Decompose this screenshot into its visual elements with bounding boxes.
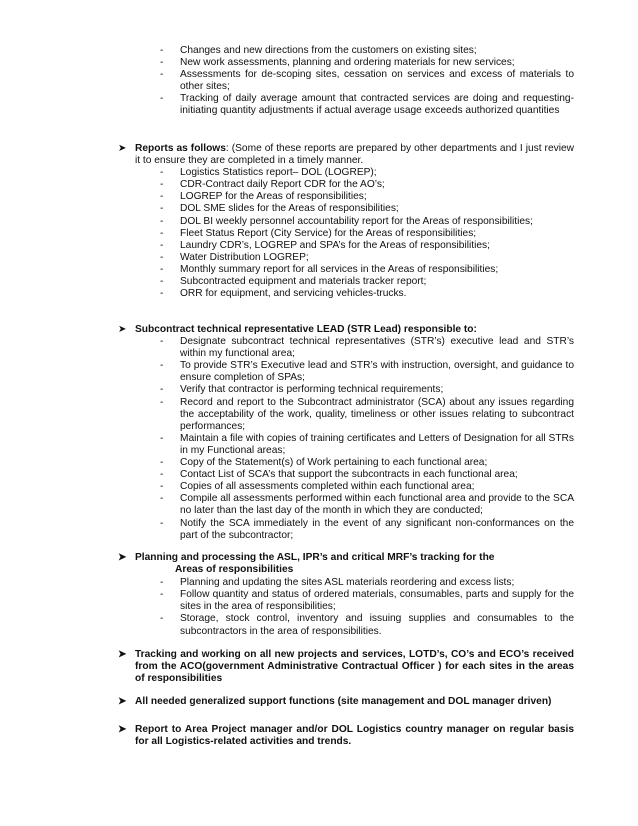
list-item: - Record and report to the Subcontract administrator (SCA) about any issues regarding the acceptability of the work, quality, timeliness or other issues relating to subcontract performances; <box>118 397 574 433</box>
list-item: - Notify the SCA immediately in the event of any significant non-conformances on the part of the subcontractor; <box>118 518 574 542</box>
planning-title-line2: Areas of responsibilities <box>175 564 294 576</box>
arrow-bullet-icon: ➤ <box>118 724 127 735</box>
planning-heading <box>118 552 574 576</box>
report-area-title: Report to Area Project manager and/or DOL Logistics country manager on regular basis for all Logistics-related activities and trends. <box>135 724 574 748</box>
list-item: - Water Distribution LOGREP; <box>118 252 574 264</box>
list-item: - CDR-Contract daily Report CDR for the AO’s; <box>118 179 574 191</box>
reports-title: Reports as follows <box>135 143 226 154</box>
list-item: - Assessments for de-scoping sites, cessation on services and excess of materials to other sites; <box>118 69 574 93</box>
planning-list <box>118 577 574 637</box>
list-item: - Changes and new directions from the customers on existing sites; <box>118 45 574 57</box>
list-item: - LOGREP for the Areas of responsibilities; <box>118 191 574 203</box>
list-item: - Follow quantity and status of ordered materials, consumables, parts and supply for the sites in the area of responsibilities; <box>118 589 574 613</box>
report-area-heading <box>118 724 574 748</box>
planning-section <box>118 552 574 638</box>
reports-section <box>118 143 574 300</box>
list-item: - Storage, stock control, inventory and issuing supplies and consumables to the subcontractors in the area of responsibilities. <box>118 613 574 637</box>
planning-title-line1: Planning and processing the ASL, IPR’s and critical MRF’s tracking for the <box>135 552 495 563</box>
list-item: - Laundry CDR’s, LOGREP and SPA’s for the Areas of responsibilities; <box>118 240 574 252</box>
list-item: - Copies of all assessments completed within each functional area; <box>118 481 574 493</box>
arrow-bullet-icon: ➤ <box>118 324 127 335</box>
list-item: - To provide STR’s Executive lead and STR’s with instruction, oversight, and guidance to ensure completion of SPAs; <box>118 360 574 384</box>
str-list <box>118 336 574 542</box>
tracking-heading <box>118 649 574 685</box>
tracking-section <box>118 649 574 685</box>
list-item: - DOL BI weekly personnel accountability report for the Areas of responsibilities; <box>118 216 574 228</box>
list-item: - Subcontracted equipment and materials tracker report; <box>118 276 574 288</box>
list-item: - ORR for equipment, and servicing vehicles-trucks. <box>118 288 574 300</box>
arrow-bullet-icon: ➤ <box>118 143 127 154</box>
list-item: - Logistics Statistics report– DOL (LOGREP); <box>118 167 574 179</box>
arrow-bullet-icon: ➤ <box>118 696 127 707</box>
continuation-list <box>118 45 574 118</box>
list-item: - New work assessments, planning and ordering materials for new services; <box>118 57 574 69</box>
list-item: - Copy of the Statement(s) of Work pertaining to each functional area; <box>118 457 574 469</box>
support-heading <box>118 696 574 708</box>
list-item: - Planning and updating the sites ASL materials reordering and excess lists; <box>118 577 574 589</box>
list-item: - Maintain a file with copies of training certificates and Letters of Designation for all STRs in my Functional areas; <box>118 433 574 457</box>
list-item: - Tracking of daily average amount that contracted services are doing and requesting-initiating quantity adjustments if actual average usage exceeds authorized quantities <box>118 93 574 117</box>
list-item: - Verify that contractor is performing technical requirements; <box>118 384 574 396</box>
arrow-bullet-icon: ➤ <box>118 649 127 660</box>
list-item: - Monthly summary report for all services in the Areas of responsibilities; <box>118 264 574 276</box>
continuation-section <box>118 45 574 118</box>
support-section <box>118 696 574 708</box>
list-item: - Contact List of SCA’s that support the subcontracts in each functional area; <box>118 469 574 481</box>
reports-heading <box>118 143 574 167</box>
str-title: Subcontract technical representative LEAD (STR Lead) responsible to: <box>135 324 477 335</box>
reports-list <box>118 167 574 300</box>
arrow-bullet-icon: ➤ <box>118 552 127 563</box>
reports-intro: : (Some of these reports are prepared by other departments and I just review it to ensure they are completed in a timely manner. <box>135 143 574 167</box>
list-item: - Fleet Status Report (City Service) for the Areas of responsibilities; <box>118 228 574 240</box>
list-item: - Designate subcontract technical representatives (STR’s) executive lead and STR’s within my functional area; <box>118 336 574 360</box>
str-section <box>118 324 574 542</box>
tracking-title: Tracking and working on all new projects and services, LOTD’s, CO’s and ECO’s received from the ACO(government Administrative Contractual Officer ) for each sites in the areas of responsibilities <box>135 649 574 685</box>
support-title: All needed generalized support functions (site management and DOL manager driven) <box>135 696 552 707</box>
str-heading <box>118 324 574 336</box>
list-item: - Compile all assessments performed within each functional area and provide to the SCA no later than the last day of the month in which they are conducted; <box>118 493 574 517</box>
list-item: - DOL SME slides for the Areas of responsibilities; <box>118 203 574 215</box>
report-area-section <box>118 724 574 748</box>
